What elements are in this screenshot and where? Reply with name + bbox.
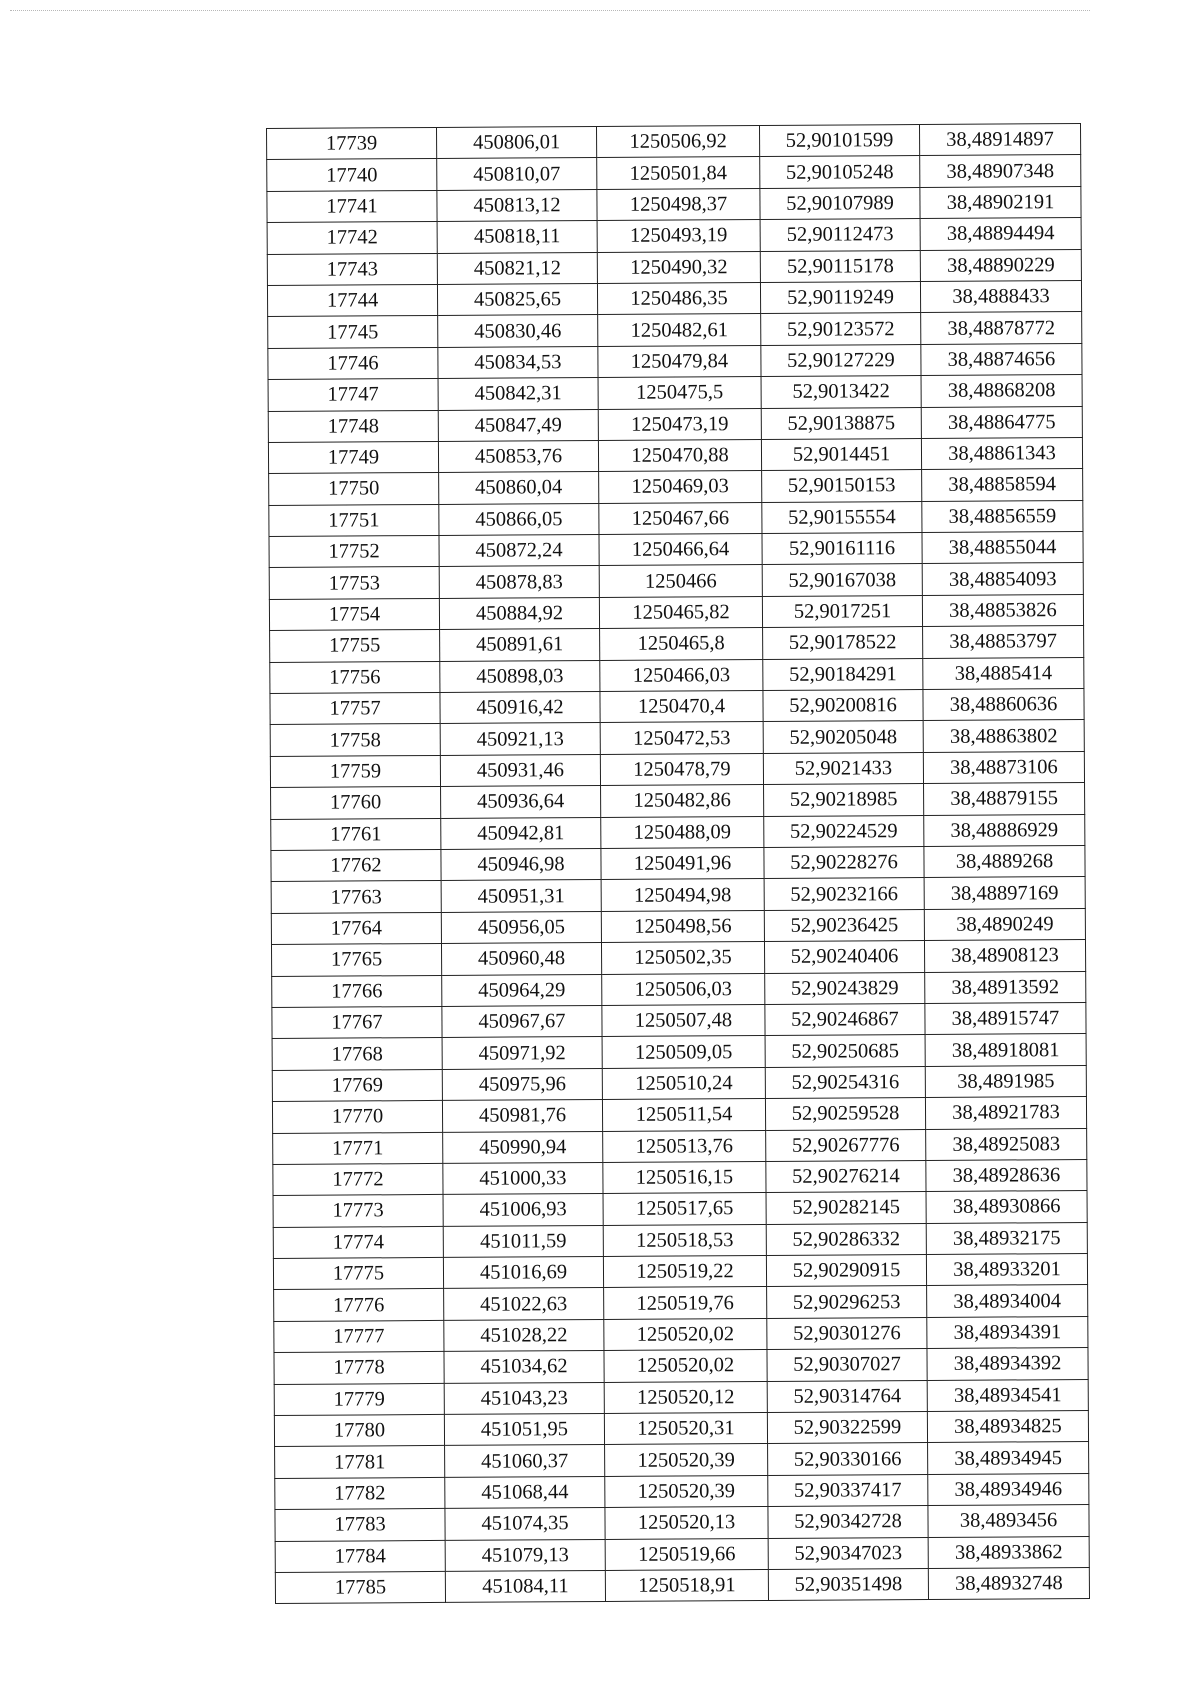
x-coordinate-cell: 450898,03 bbox=[440, 660, 600, 692]
x-coordinate-cell: 450960,48 bbox=[441, 943, 601, 975]
latitude-cell: 52,90296253 bbox=[767, 1286, 927, 1318]
table-row bbox=[271, 877, 1085, 913]
latitude-cell: 52,90112473 bbox=[760, 219, 920, 251]
y-coordinate-cell: 1250501,84 bbox=[597, 157, 760, 189]
table-row bbox=[273, 1254, 1087, 1290]
y-coordinate-cell: 1250509,05 bbox=[602, 1036, 765, 1068]
point-number-cell: 17775 bbox=[273, 1257, 443, 1289]
latitude-cell: 52,90167038 bbox=[762, 564, 922, 596]
table-row bbox=[268, 406, 1082, 442]
x-coordinate-cell: 451000,33 bbox=[443, 1162, 603, 1194]
table-row bbox=[274, 1348, 1088, 1384]
x-coordinate-cell: 451006,93 bbox=[443, 1194, 603, 1226]
table-row bbox=[274, 1316, 1088, 1352]
y-coordinate-cell: 1250518,53 bbox=[603, 1224, 766, 1256]
latitude-cell: 52,90240406 bbox=[764, 941, 924, 973]
point-number-cell: 17754 bbox=[269, 598, 439, 630]
y-coordinate-cell: 1250506,92 bbox=[596, 125, 759, 157]
table-row bbox=[267, 249, 1081, 285]
document-page bbox=[266, 123, 1089, 1604]
y-coordinate-cell: 1250520,13 bbox=[605, 1507, 768, 1539]
longitude-cell: 38,48853797 bbox=[923, 626, 1084, 658]
latitude-cell: 52,9014451 bbox=[761, 438, 921, 470]
longitude-cell: 38,48934541 bbox=[927, 1379, 1088, 1411]
y-coordinate-cell: 1250520,12 bbox=[604, 1381, 767, 1413]
longitude-cell: 38,48861343 bbox=[921, 437, 1082, 469]
y-coordinate-cell: 1250482,86 bbox=[601, 785, 764, 817]
point-number-cell: 17749 bbox=[268, 441, 438, 473]
point-number-cell: 17766 bbox=[272, 975, 442, 1007]
longitude-cell: 38,48878772 bbox=[921, 312, 1082, 344]
point-number-cell: 17765 bbox=[271, 944, 441, 976]
table-row bbox=[270, 751, 1084, 787]
point-number-cell: 17770 bbox=[272, 1101, 442, 1133]
coordinates-table-body bbox=[267, 124, 1090, 1604]
y-coordinate-cell: 1250486,35 bbox=[597, 282, 760, 314]
longitude-cell: 38,48879155 bbox=[924, 783, 1085, 815]
table-row bbox=[272, 1034, 1086, 1070]
latitude-cell: 52,90205048 bbox=[763, 721, 923, 753]
x-coordinate-cell: 450946,98 bbox=[441, 848, 601, 880]
latitude-cell: 52,90290915 bbox=[766, 1255, 926, 1287]
longitude-cell: 38,48921783 bbox=[925, 1097, 1086, 1129]
latitude-cell: 52,90347023 bbox=[768, 1537, 928, 1569]
longitude-cell: 38,48868208 bbox=[921, 375, 1082, 407]
x-coordinate-cell: 451028,22 bbox=[444, 1319, 604, 1351]
longitude-cell: 38,48930866 bbox=[926, 1191, 1087, 1223]
y-coordinate-cell: 1250466 bbox=[599, 565, 762, 597]
y-coordinate-cell: 1250518,91 bbox=[605, 1569, 768, 1601]
longitude-cell: 38,48855044 bbox=[922, 532, 1083, 564]
latitude-cell: 52,90337417 bbox=[768, 1474, 928, 1506]
point-number-cell: 17778 bbox=[274, 1352, 444, 1384]
longitude-cell: 38,48934391 bbox=[927, 1316, 1088, 1348]
x-coordinate-cell: 450806,01 bbox=[436, 126, 596, 158]
y-coordinate-cell: 1250511,54 bbox=[602, 1099, 765, 1131]
y-coordinate-cell: 1250520,02 bbox=[604, 1318, 767, 1350]
point-number-cell: 17763 bbox=[271, 881, 441, 913]
table-row bbox=[268, 437, 1082, 473]
longitude-cell: 38,4885414 bbox=[923, 657, 1084, 689]
table-row bbox=[268, 343, 1082, 379]
point-number-cell: 17780 bbox=[274, 1414, 444, 1446]
y-coordinate-cell: 1250513,76 bbox=[603, 1130, 766, 1162]
x-coordinate-cell: 450956,05 bbox=[441, 911, 601, 943]
table-row bbox=[267, 124, 1081, 160]
longitude-cell: 38,48873106 bbox=[923, 751, 1084, 783]
point-number-cell: 17745 bbox=[268, 316, 438, 348]
y-coordinate-cell: 1250494,98 bbox=[601, 879, 764, 911]
longitude-cell: 38,48864775 bbox=[921, 406, 1082, 438]
y-coordinate-cell: 1250498,56 bbox=[601, 910, 764, 942]
longitude-cell: 38,48934004 bbox=[927, 1285, 1088, 1317]
x-coordinate-cell: 451022,63 bbox=[444, 1288, 604, 1320]
longitude-cell: 38,48886929 bbox=[924, 814, 1085, 846]
y-coordinate-cell: 1250498,37 bbox=[597, 188, 760, 220]
y-coordinate-cell: 1250507,48 bbox=[602, 1004, 765, 1036]
longitude-cell: 38,48908123 bbox=[924, 940, 1085, 972]
x-coordinate-cell: 450825,65 bbox=[437, 283, 597, 315]
latitude-cell: 52,90342728 bbox=[768, 1506, 928, 1538]
table-row bbox=[271, 908, 1085, 944]
y-coordinate-cell: 1250479,84 bbox=[598, 345, 761, 377]
x-coordinate-cell: 450981,76 bbox=[442, 1100, 602, 1132]
point-number-cell: 17753 bbox=[269, 567, 439, 599]
point-number-cell: 17769 bbox=[272, 1069, 442, 1101]
latitude-cell: 52,90286332 bbox=[766, 1223, 926, 1255]
x-coordinate-cell: 451043,23 bbox=[444, 1382, 604, 1414]
x-coordinate-cell: 450931,46 bbox=[440, 754, 600, 786]
x-coordinate-cell: 450821,12 bbox=[437, 252, 597, 284]
table-row bbox=[272, 1065, 1086, 1101]
longitude-cell: 38,48890229 bbox=[920, 249, 1081, 281]
x-coordinate-cell: 451074,35 bbox=[445, 1508, 605, 1540]
x-coordinate-cell: 450964,29 bbox=[442, 974, 602, 1006]
y-coordinate-cell: 1250490,32 bbox=[597, 251, 760, 283]
x-coordinate-cell: 450842,31 bbox=[438, 378, 598, 410]
latitude-cell: 52,90119249 bbox=[760, 281, 920, 313]
table-row bbox=[268, 312, 1082, 348]
x-coordinate-cell: 450830,46 bbox=[438, 315, 598, 347]
y-coordinate-cell: 1250491,96 bbox=[601, 847, 764, 879]
x-coordinate-cell: 450853,76 bbox=[438, 440, 598, 472]
x-coordinate-cell: 451084,11 bbox=[445, 1570, 605, 1602]
x-coordinate-cell: 450813,12 bbox=[437, 189, 597, 221]
y-coordinate-cell: 1250517,65 bbox=[603, 1193, 766, 1225]
point-number-cell: 17759 bbox=[270, 755, 440, 787]
point-number-cell: 17758 bbox=[270, 724, 440, 756]
point-number-cell: 17774 bbox=[273, 1226, 443, 1258]
x-coordinate-cell: 451079,13 bbox=[445, 1539, 605, 1571]
table-row bbox=[270, 720, 1084, 756]
table-row bbox=[271, 845, 1085, 881]
longitude-cell: 38,48934945 bbox=[928, 1442, 1089, 1474]
table-row bbox=[269, 532, 1083, 568]
y-coordinate-cell: 1250488,09 bbox=[601, 816, 764, 848]
x-coordinate-cell: 450866,05 bbox=[439, 503, 599, 535]
latitude-cell: 52,90314764 bbox=[767, 1380, 927, 1412]
point-number-cell: 17779 bbox=[274, 1383, 444, 1415]
table-row bbox=[269, 469, 1083, 505]
x-coordinate-cell: 450990,94 bbox=[443, 1131, 603, 1163]
longitude-cell: 38,48897169 bbox=[924, 877, 1085, 909]
point-number-cell: 17785 bbox=[275, 1571, 445, 1603]
y-coordinate-cell: 1250502,35 bbox=[601, 942, 764, 974]
latitude-cell: 52,90243829 bbox=[765, 972, 925, 1004]
y-coordinate-cell: 1250466,03 bbox=[600, 659, 763, 691]
x-coordinate-cell: 450921,13 bbox=[440, 723, 600, 755]
y-coordinate-cell: 1250475,5 bbox=[598, 377, 761, 409]
longitude-cell: 38,48932748 bbox=[928, 1567, 1089, 1599]
table-row bbox=[269, 563, 1083, 599]
point-number-cell: 17747 bbox=[268, 379, 438, 411]
table-row bbox=[270, 657, 1084, 693]
table-row bbox=[267, 186, 1081, 222]
latitude-cell: 52,90351498 bbox=[768, 1568, 928, 1600]
y-coordinate-cell: 1250493,19 bbox=[597, 220, 760, 252]
x-coordinate-cell: 450971,92 bbox=[442, 1037, 602, 1069]
point-number-cell: 17755 bbox=[270, 630, 440, 662]
latitude-cell: 52,90161116 bbox=[762, 533, 922, 565]
x-coordinate-cell: 450916,42 bbox=[440, 692, 600, 724]
table-row bbox=[275, 1442, 1089, 1478]
point-number-cell: 17777 bbox=[274, 1320, 444, 1352]
table-row bbox=[272, 971, 1086, 1007]
x-coordinate-cell: 450878,83 bbox=[439, 566, 599, 598]
point-number-cell: 17752 bbox=[269, 536, 439, 568]
latitude-cell: 52,90178522 bbox=[763, 627, 923, 659]
latitude-cell: 52,90330166 bbox=[768, 1443, 928, 1475]
table-row bbox=[269, 594, 1083, 630]
longitude-cell: 38,48894494 bbox=[920, 218, 1081, 250]
latitude-cell: 52,90150153 bbox=[762, 470, 922, 502]
latitude-cell: 52,90236425 bbox=[764, 909, 924, 941]
longitude-cell: 38,48932175 bbox=[926, 1222, 1087, 1254]
table-row bbox=[274, 1411, 1088, 1447]
table-row bbox=[275, 1505, 1089, 1541]
latitude-cell: 52,90228276 bbox=[764, 846, 924, 878]
y-coordinate-cell: 1250465,82 bbox=[599, 596, 762, 628]
y-coordinate-cell: 1250519,76 bbox=[604, 1287, 767, 1319]
table-row bbox=[272, 1097, 1086, 1133]
latitude-cell: 52,90184291 bbox=[763, 658, 923, 690]
longitude-cell: 38,4893456 bbox=[928, 1505, 1089, 1537]
table-row bbox=[272, 1002, 1086, 1038]
latitude-cell: 52,90115178 bbox=[760, 250, 920, 282]
table-row bbox=[273, 1191, 1087, 1227]
point-number-cell: 17739 bbox=[267, 127, 437, 159]
longitude-cell: 38,48934946 bbox=[928, 1473, 1089, 1505]
latitude-cell: 52,90276214 bbox=[766, 1160, 926, 1192]
longitude-cell: 38,48856559 bbox=[922, 500, 1083, 532]
point-number-cell: 17764 bbox=[271, 912, 441, 944]
point-number-cell: 17771 bbox=[273, 1132, 443, 1164]
table-row bbox=[269, 500, 1083, 536]
latitude-cell: 52,90101599 bbox=[759, 125, 919, 157]
table-row bbox=[274, 1379, 1088, 1415]
x-coordinate-cell: 450891,61 bbox=[440, 629, 600, 661]
y-coordinate-cell: 1250472,53 bbox=[600, 722, 763, 754]
table-row bbox=[273, 1159, 1087, 1195]
latitude-cell: 52,90200816 bbox=[763, 690, 923, 722]
table-row bbox=[274, 1285, 1088, 1321]
y-coordinate-cell: 1250520,31 bbox=[604, 1412, 767, 1444]
x-coordinate-cell: 450872,24 bbox=[439, 535, 599, 567]
point-number-cell: 17767 bbox=[272, 1006, 442, 1038]
point-number-cell: 17784 bbox=[275, 1540, 445, 1572]
y-coordinate-cell: 1250478,79 bbox=[600, 753, 763, 785]
latitude-cell: 52,90301276 bbox=[767, 1317, 927, 1349]
y-coordinate-cell: 1250520,39 bbox=[605, 1475, 768, 1507]
longitude-cell: 38,4889268 bbox=[924, 845, 1085, 877]
y-coordinate-cell: 1250519,22 bbox=[603, 1256, 766, 1288]
x-coordinate-cell: 450847,49 bbox=[438, 409, 598, 441]
table-row bbox=[273, 1222, 1087, 1258]
longitude-cell: 38,48934825 bbox=[927, 1411, 1088, 1443]
table-row bbox=[273, 1128, 1087, 1164]
x-coordinate-cell: 450884,92 bbox=[439, 597, 599, 629]
table-row bbox=[267, 218, 1081, 254]
longitude-cell: 38,48913592 bbox=[925, 971, 1086, 1003]
table-row bbox=[275, 1536, 1089, 1572]
point-number-cell: 17760 bbox=[271, 787, 441, 819]
latitude-cell: 52,90250685 bbox=[765, 1035, 925, 1067]
point-number-cell: 17782 bbox=[275, 1477, 445, 1509]
latitude-cell: 52,90105248 bbox=[760, 156, 920, 188]
longitude-cell: 38,48933201 bbox=[926, 1254, 1087, 1286]
y-coordinate-cell: 1250510,24 bbox=[602, 1067, 765, 1099]
table-row bbox=[268, 375, 1082, 411]
latitude-cell: 52,9021433 bbox=[763, 752, 923, 784]
x-coordinate-cell: 450936,64 bbox=[441, 786, 601, 818]
longitude-cell: 38,48874656 bbox=[921, 343, 1082, 375]
x-coordinate-cell: 451034,62 bbox=[444, 1351, 604, 1383]
point-number-cell: 17746 bbox=[268, 347, 438, 379]
y-coordinate-cell: 1250520,39 bbox=[605, 1444, 768, 1476]
y-coordinate-cell: 1250519,66 bbox=[605, 1538, 768, 1570]
latitude-cell: 52,9017251 bbox=[762, 595, 922, 627]
longitude-cell: 38,48902191 bbox=[920, 186, 1081, 218]
y-coordinate-cell: 1250506,03 bbox=[602, 973, 765, 1005]
longitude-cell: 38,48853826 bbox=[922, 594, 1083, 626]
latitude-cell: 52,9013422 bbox=[761, 376, 921, 408]
x-coordinate-cell: 450951,31 bbox=[441, 880, 601, 912]
longitude-cell: 38,48858594 bbox=[922, 469, 1083, 501]
longitude-cell: 38,4890249 bbox=[924, 908, 1085, 940]
latitude-cell: 52,90232166 bbox=[764, 878, 924, 910]
latitude-cell: 52,90127229 bbox=[761, 344, 921, 376]
longitude-cell: 38,48934392 bbox=[927, 1348, 1088, 1380]
x-coordinate-cell: 450967,67 bbox=[442, 1005, 602, 1037]
table-row bbox=[271, 814, 1085, 850]
point-number-cell: 17750 bbox=[269, 473, 439, 505]
latitude-cell: 52,90218985 bbox=[764, 784, 924, 816]
latitude-cell: 52,90224529 bbox=[764, 815, 924, 847]
x-coordinate-cell: 451011,59 bbox=[443, 1225, 603, 1257]
point-number-cell: 17742 bbox=[267, 222, 437, 254]
longitude-cell: 38,48925083 bbox=[926, 1128, 1087, 1160]
point-number-cell: 17744 bbox=[267, 284, 437, 316]
y-coordinate-cell: 1250470,88 bbox=[598, 439, 761, 471]
point-number-cell: 17773 bbox=[273, 1195, 443, 1227]
table-row bbox=[267, 280, 1081, 316]
longitude-cell: 38,48860636 bbox=[923, 689, 1084, 721]
point-number-cell: 17783 bbox=[275, 1509, 445, 1541]
x-coordinate-cell: 450818,11 bbox=[437, 221, 597, 253]
x-coordinate-cell: 450942,81 bbox=[441, 817, 601, 849]
point-number-cell: 17761 bbox=[271, 818, 441, 850]
point-number-cell: 17772 bbox=[273, 1163, 443, 1195]
x-coordinate-cell: 451068,44 bbox=[445, 1476, 605, 1508]
y-coordinate-cell: 1250466,64 bbox=[599, 534, 762, 566]
latitude-cell: 52,90254316 bbox=[765, 1066, 925, 1098]
latitude-cell: 52,90123572 bbox=[761, 313, 921, 345]
longitude-cell: 38,4891985 bbox=[925, 1065, 1086, 1097]
longitude-cell: 38,48854093 bbox=[922, 563, 1083, 595]
point-number-cell: 17756 bbox=[270, 661, 440, 693]
table-row bbox=[270, 626, 1084, 662]
coordinates-table bbox=[266, 123, 1090, 1604]
x-coordinate-cell: 451051,95 bbox=[444, 1413, 604, 1445]
x-coordinate-cell: 450834,53 bbox=[438, 346, 598, 378]
point-number-cell: 17748 bbox=[268, 410, 438, 442]
table-row bbox=[270, 689, 1084, 725]
point-number-cell: 17743 bbox=[267, 253, 437, 285]
y-coordinate-cell: 1250516,15 bbox=[603, 1161, 766, 1193]
point-number-cell: 17741 bbox=[267, 190, 437, 222]
latitude-cell: 52,90138875 bbox=[761, 407, 921, 439]
longitude-cell: 38,48863802 bbox=[923, 720, 1084, 752]
y-coordinate-cell: 1250470,4 bbox=[600, 691, 763, 723]
latitude-cell: 52,90155554 bbox=[762, 501, 922, 533]
point-number-cell: 17768 bbox=[272, 1038, 442, 1070]
latitude-cell: 52,90246867 bbox=[765, 1003, 925, 1035]
longitude-cell: 38,48907348 bbox=[920, 155, 1081, 187]
point-number-cell: 17740 bbox=[267, 159, 437, 191]
point-number-cell: 17762 bbox=[271, 849, 441, 881]
longitude-cell: 38,48928636 bbox=[926, 1159, 1087, 1191]
longitude-cell: 38,4888433 bbox=[920, 280, 1081, 312]
latitude-cell: 52,90259528 bbox=[765, 1098, 925, 1130]
latitude-cell: 52,90282145 bbox=[766, 1192, 926, 1224]
longitude-cell: 38,48915747 bbox=[925, 1002, 1086, 1034]
y-coordinate-cell: 1250520,02 bbox=[604, 1350, 767, 1382]
x-coordinate-cell: 451060,37 bbox=[445, 1445, 605, 1477]
table-row bbox=[275, 1567, 1089, 1603]
table-row bbox=[271, 783, 1085, 819]
x-coordinate-cell: 450810,07 bbox=[437, 158, 597, 190]
point-number-cell: 17751 bbox=[269, 504, 439, 536]
y-coordinate-cell: 1250465,8 bbox=[600, 628, 763, 660]
y-coordinate-cell: 1250482,61 bbox=[598, 314, 761, 346]
point-number-cell: 17781 bbox=[275, 1446, 445, 1478]
table-row bbox=[271, 940, 1085, 976]
x-coordinate-cell: 450975,96 bbox=[442, 1068, 602, 1100]
longitude-cell: 38,48918081 bbox=[925, 1034, 1086, 1066]
table-row bbox=[275, 1473, 1089, 1509]
latitude-cell: 52,90267776 bbox=[766, 1129, 926, 1161]
latitude-cell: 52,90322599 bbox=[767, 1411, 927, 1443]
x-coordinate-cell: 450860,04 bbox=[439, 472, 599, 504]
y-coordinate-cell: 1250469,03 bbox=[599, 471, 762, 503]
latitude-cell: 52,90107989 bbox=[760, 187, 920, 219]
point-number-cell: 17776 bbox=[274, 1289, 444, 1321]
table-row bbox=[267, 155, 1081, 191]
scan-edge-line bbox=[10, 10, 1090, 11]
y-coordinate-cell: 1250467,66 bbox=[599, 502, 762, 534]
longitude-cell: 38,48914897 bbox=[919, 124, 1080, 156]
x-coordinate-cell: 451016,69 bbox=[443, 1257, 603, 1289]
latitude-cell: 52,90307027 bbox=[767, 1349, 927, 1381]
longitude-cell: 38,48933862 bbox=[928, 1536, 1089, 1568]
y-coordinate-cell: 1250473,19 bbox=[598, 408, 761, 440]
point-number-cell: 17757 bbox=[270, 692, 440, 724]
